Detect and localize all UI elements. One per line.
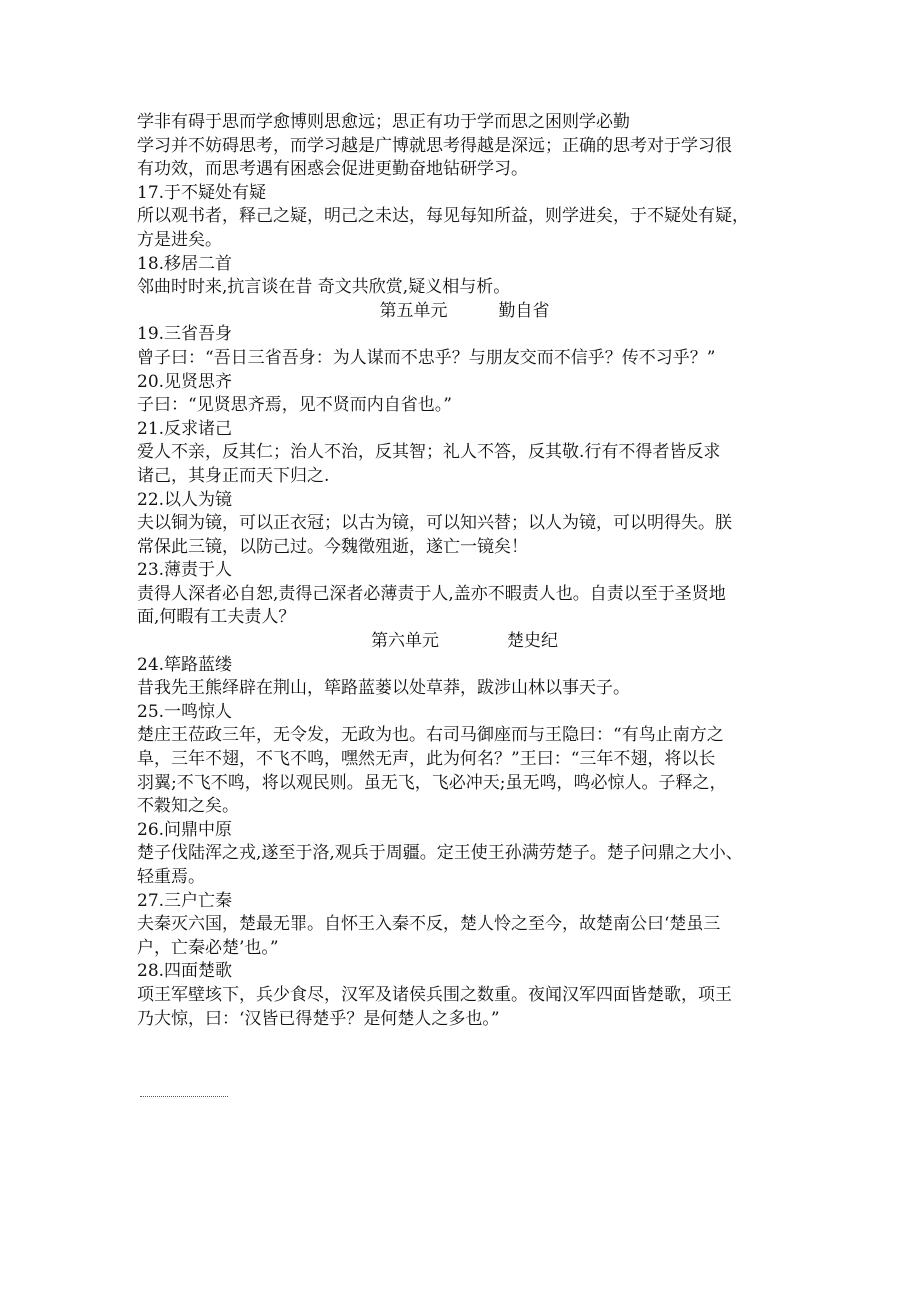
text-line: 方是进矣。 [137, 229, 222, 250]
section-heading: 21.反求诸己 [137, 418, 233, 439]
text-line: 学非有碍于思而学愈博则思愈远；思正有功于学而思之困则学必勤 [137, 112, 630, 132]
section-heading: 22.以人为镜 [137, 489, 233, 510]
text-line: 常保此三镜，以防己过。今魏徵殂逝，遂亡一镜矣！ [137, 536, 528, 557]
text-line: 乃大惊，曰：‘汉皆已得楚乎？是何楚人之多也。” [137, 1008, 500, 1029]
text-line: 面,何暇有工夫责人？ [137, 607, 296, 628]
footnote-divider [140, 1096, 228, 1097]
section-heading: 17.于不疑处有疑 [137, 182, 267, 203]
text-line: 羽翼;不飞不鸣，将以观民则。虽无飞，飞必冲天;虽无鸣，鸣必惊人。子释之， [137, 772, 727, 793]
section-heading: 26.问鼎中原 [137, 819, 233, 840]
text-line: 楚子伐陆浑之戎,遂至于洛,观兵于周疆。定王使王孙满劳楚子。楚子问鼎之大小、 [137, 843, 743, 864]
section-heading: 28.四面楚歌 [137, 961, 233, 982]
text-line: 阜，三年不翅，不飞不鸣，嘿然无声，此为何名？”王曰：“三年不翅，将以长 [137, 749, 716, 770]
text-line: 责得人深者必自恕,责得己深者必薄责于人,盖亦不暇责人也。自责以至于圣贤地 [137, 583, 726, 604]
unit-heading: 第五单元 勤自省 [379, 300, 550, 321]
section-heading: 25.一鸣惊人 [137, 701, 233, 722]
text-line: 夫以铜为镜，可以正衣冠；以古为镜，可以知兴替；以人为镜，可以明得失。朕 [137, 513, 732, 534]
text-line: 子曰：“见贤思齐焉，见不贤而内自省也。” [137, 395, 452, 416]
text-line: 轻重焉。 [137, 867, 205, 887]
text-line: 昔我先王熊绎辟在荆山，筚路蓝蒌以处草莽，跋涉山林以事天子。 [137, 678, 630, 699]
text-line: 诸己，其身正而天下归之. [137, 465, 330, 486]
text-line: 楚庄王莅政三年，无令发，无政为也。右司马御座而与王隐曰：“有鸟止南方之 [137, 725, 724, 746]
unit-heading: 第六单元 楚史纪 [371, 631, 558, 652]
section-heading: 23.薄责于人 [137, 560, 233, 581]
document-body [137, 111, 792, 1031]
section-heading: 24.筚路蓝缕 [137, 654, 233, 675]
text-line: 所以观书者，释己之疑，明己之未达，每见每知所益，则学进矣，于不疑处有疑， [137, 206, 749, 227]
text-line: 夫秦灭六国，楚最无罪。自怀王入秦不反，楚人怜之至今，故楚南公曰‘楚虽三 [137, 914, 721, 935]
text-line: 曾子曰：“吾日三省吾身：为人谋而不忠乎？与朋友交而不信乎？传不习乎？” [137, 347, 716, 368]
section-heading: 19.三省吾身 [137, 324, 233, 345]
text-line: 邻曲时时来,抗言谈在昔 奇文共欣赏,疑义相与析。 [137, 277, 511, 298]
section-heading: 27.三户亡秦 [137, 890, 233, 911]
text-line: 项王军壁垓下，兵少食尽，汉军及诸侯兵围之数重。夜闻汉军四面皆楚歌，项王 [137, 984, 732, 1005]
text-line: 爱人不亲，反其仁；治人不治，反其智；礼人不答，反其敬.行有不得者皆反求 [137, 442, 721, 463]
text-line: 不穀知之矣。 [137, 796, 239, 817]
text-line: 户，亡秦必楚’也。” [137, 937, 279, 958]
section-heading: 20.见贤思齐 [137, 371, 233, 392]
section-heading: 18.移居二首 [137, 253, 233, 274]
text-line: 学习并不妨碍思考，而学习越是广博就思考得越是深远；正确的思考对于学习很 [137, 135, 732, 156]
text-line: 有功效，而思考遇有困惑会促进更勤奋地钻研学习。 [137, 159, 528, 180]
